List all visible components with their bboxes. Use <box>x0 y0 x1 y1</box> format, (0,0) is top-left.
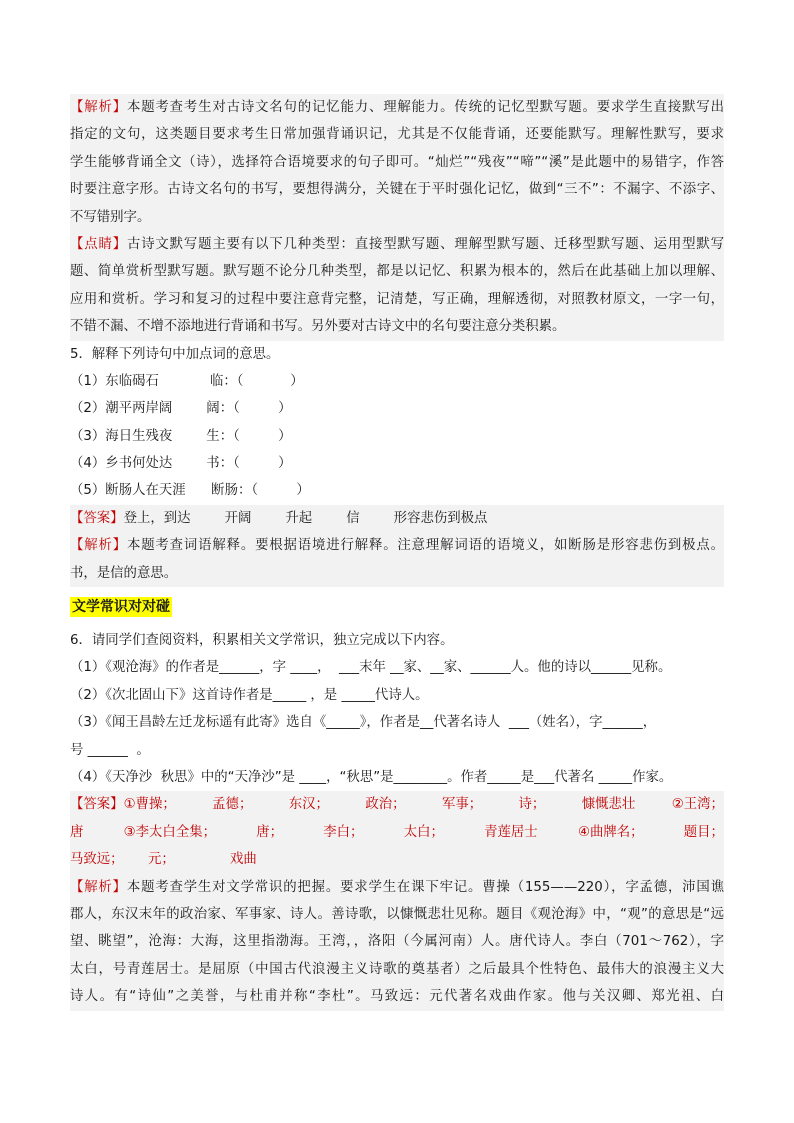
analysis-line: 时要注意字形。古诗文名句的书写，要想得满分，关键在于平时强化记忆，做到“三不”：不漏字、不添字、 <box>70 182 724 198</box>
analysis-line: 【解析】本题考查考生对古诗文名句的记忆能力、理解能力。传统的记忆型默写题。要求学生直接默写出 <box>70 100 724 115</box>
question-item: 号 ______ 。 <box>70 742 150 758</box>
section-heading-wrap <box>70 587 724 627</box>
answer-tag: 【答案】 <box>70 510 124 526</box>
question-item: （2）潮平两岸阔 阔：（ ） <box>70 401 292 417</box>
answer-cell: 李白； <box>323 824 364 840</box>
analysis-block-1 <box>70 94 724 231</box>
answer-row <box>70 819 724 846</box>
question-5 <box>70 341 724 505</box>
question-item: （3）《闻王昌龄左迁龙标遥有此寄》选自《_____》，作者是__代著名诗人 ___（姓名），字______， <box>70 715 657 731</box>
analysis-line: 【解析】本题考查学生对文学常识的把握。要求学生在课下牢记。曹操（155——220），字孟德，沛国谯 <box>70 879 724 895</box>
answer-cell: 军事； <box>441 797 483 813</box>
dianjing-line: 题、简单赏析型默写题。默写题不论分几种类型，都是以记忆、积累为根本的，然后在此基础上加以理解、 <box>70 264 724 280</box>
answer-cell: 政治； <box>365 797 406 813</box>
dianjing-line: 不错不漏、不增不添地进行背诵和书写。另外要对古诗文中的名句要注意分类积累。 <box>70 319 566 335</box>
answer-cell: 题目； <box>683 824 724 840</box>
analysis-line: 【解析】本题考查词语解释。要根据语境进行解释。注意理解词语的语境义，如断肠是形容悲伤到极点。 <box>70 538 724 554</box>
dianjing-block <box>70 231 724 341</box>
q6-answer-block <box>70 791 724 1010</box>
answer-cell: ④曲牌名； <box>577 824 644 840</box>
question-title: 5．解释下列诗句中加点词的意思。 <box>70 346 280 362</box>
answer-cell: 唐； <box>256 824 284 840</box>
answer-row <box>70 846 724 873</box>
analysis-line: 郡人，东汉末年的政治家、军事家、诗人。善诗歌，以慷慨悲壮见称。题目《观沧海》中，“观”的意思是“远 <box>70 906 724 922</box>
question-item: （4）《天净沙 秋思》中的“天净沙”是 ____，“秋思”是________。作者_____是___代著名 _____作家。 <box>70 769 673 785</box>
question-item: （2）《次北固山下》这首诗作者是_____ ，是 _____代诗人。 <box>70 687 429 703</box>
question-6 <box>70 627 724 791</box>
answer-cell: ②王湾； <box>671 797 724 813</box>
answer-cell: 唐 <box>70 824 84 840</box>
question-item: （1）《观沧海》的作者是______，字 ____， ___末年 __家、__家、______人。他的诗以______见称。 <box>70 660 672 676</box>
question-item: （5）断肠人在天涯 断肠：（ ） <box>70 483 310 499</box>
answer-cell: 诗； <box>518 797 546 813</box>
document-page <box>70 94 724 1011</box>
answer-row <box>70 791 724 818</box>
analysis-line: 书，是信的意思。 <box>70 565 178 581</box>
analysis-line: 望、眺望”，沧海：大海，这里指渤海。王湾，，洛阳（今属河南）人。唐代诗人。李白（701～762），字 <box>70 934 724 950</box>
answer-cell: 戏曲 <box>230 852 257 868</box>
answer-cell: ③李太白全集； <box>123 824 216 840</box>
analysis-line: 诗人。有“诗仙”之美誉，与杜甫并称“李杜”。马致远：元代著名戏曲作家。他与关汉卿、郑光祖、白 <box>70 989 724 1005</box>
answer-cell: 东汉； <box>288 797 329 813</box>
answer-cell: 元； <box>148 852 175 868</box>
section-heading: 文学常识对对碰 <box>72 599 170 616</box>
analysis-line: 不写错别字。 <box>70 209 151 225</box>
analysis-line: 太白，号青莲居士。是屈原（中国古代浪漫主义诗歌的奠基者）之后最具个性特色、最伟大的浪漫主义大 <box>70 961 724 977</box>
answer-cell: 马致远； <box>70 852 124 868</box>
dianjing-line: 【点睛】古诗文默写题主要有以下几种类型：直接型默写题、理解型默写题、迁移型默写题、运用型默写 <box>70 236 724 252</box>
answer-cell: 青莲居士 <box>484 824 538 840</box>
analysis-tag: 【解析】 <box>70 538 127 554</box>
q5-answer-block <box>70 505 724 587</box>
answer-cell: 太白； <box>403 824 444 840</box>
question-title: 6．请同学们查阅资料，积累相关文学常识，独立完成以下内容。 <box>70 633 454 649</box>
answer-cell: 慷慨悲壮 <box>581 797 636 813</box>
dianjing-tag: 【点睛】 <box>70 236 127 252</box>
analysis-tag: 【解析】 <box>70 100 127 115</box>
question-item: （3）海日生残夜 生：（ ） <box>70 428 292 444</box>
answer-cell: 孟德； <box>212 797 253 813</box>
answer-cell: ①曹操； <box>123 797 176 813</box>
analysis-line: 学生能够背诵全文（诗），选择符合语境要求的句子即可。“灿烂”“残夜”“啼”“溪”是此题中的易错字，作答 <box>70 154 724 170</box>
question-item: （4）乡书何处达 书：（ ） <box>70 456 292 472</box>
dianjing-line: 应用和赏析。学习和复习的过程中要注意背完整，记清楚，写正确，理解透彻，对照教材原文，一字一句， <box>70 291 724 307</box>
analysis-line: 指定的文句，这类题目要求考生日常加强背诵识记，尤其是不仅能背诵，还要能默写。理解性默写，要求 <box>70 127 724 143</box>
analysis-tag: 【解析】 <box>70 879 127 895</box>
question-item: （1）东临碣石 临：（ ） <box>70 373 304 389</box>
answer-tag: 【答案】 <box>70 797 124 813</box>
answer-line: 【答案】登上，到达 开阔 升起 信 形容悲伤到极点 <box>70 510 488 526</box>
